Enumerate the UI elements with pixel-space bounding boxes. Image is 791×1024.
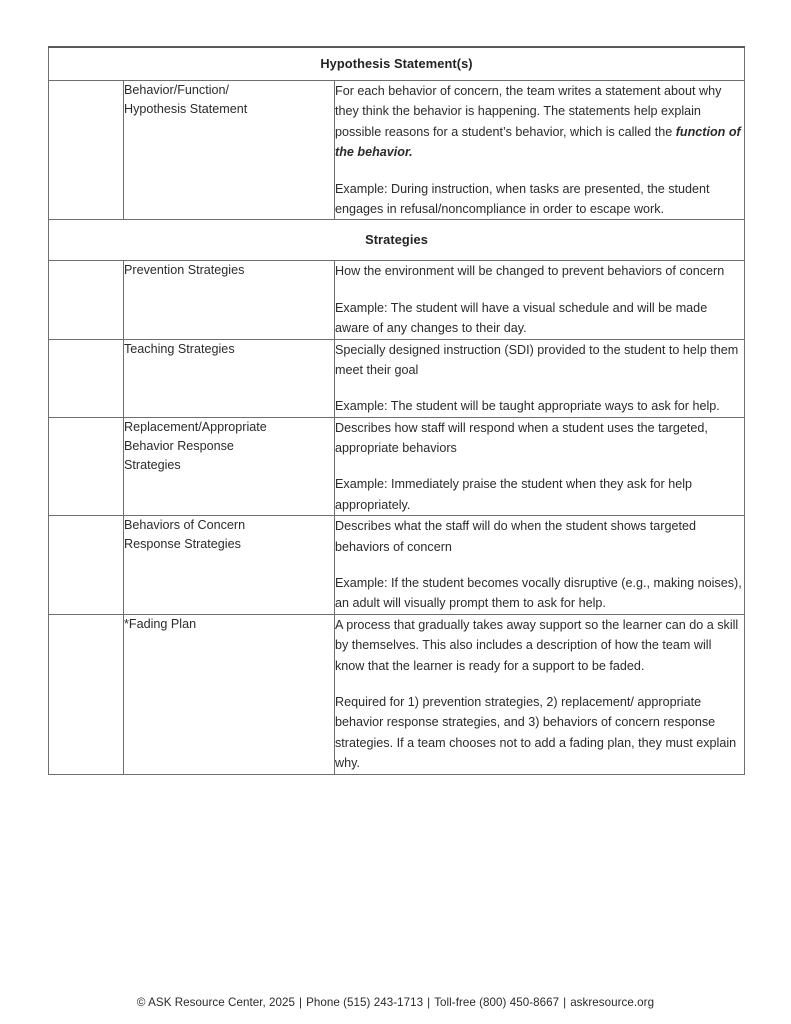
- section-heading-strategies: Strategies: [49, 220, 745, 261]
- label-line: Teaching Strategies: [124, 341, 235, 356]
- footer-separator: |: [563, 996, 567, 1009]
- label-line: Behavior Response: [124, 438, 234, 453]
- row-description-behaviors-of-concern-response-strategies: [335, 516, 745, 615]
- footer-phone: Phone (515) 243-1713: [306, 996, 424, 1009]
- table-row: [49, 417, 745, 516]
- footer-separator: |: [299, 996, 303, 1009]
- checkbox-cell[interactable]: [49, 614, 124, 774]
- checkbox-cell[interactable]: [49, 516, 124, 615]
- page-footer: [0, 996, 791, 1009]
- label-line: Behavior/Function/: [124, 83, 230, 97]
- description-paragraph: How the environment will be changed to prevent behaviors of concern: [335, 264, 725, 279]
- footer-toll-free: Toll-free (800) 450-8667: [434, 996, 560, 1009]
- label-line: Prevention Strategies: [124, 263, 245, 278]
- label-line: Behaviors of Concern: [124, 518, 246, 533]
- description-paragraph: Example: Immediately praise the student when they ask for help appropriately.: [335, 477, 693, 512]
- section-header-row: [49, 220, 745, 261]
- footer-copyright: © ASK Resource Center, 2025: [136, 996, 296, 1009]
- row-label-prevention-strategies: [124, 261, 335, 339]
- table-row: [49, 614, 745, 774]
- footer-separator: |: [427, 996, 431, 1009]
- row-description-behavior-function-hypothesis: [335, 81, 745, 220]
- description-paragraph: Example: During instruction, when tasks are presented, the student engages in refusal/noncompliance in order to escape work.: [335, 181, 710, 216]
- label-line: Strategies: [124, 457, 181, 472]
- row-description-teaching-strategies: [335, 339, 745, 417]
- row-label-teaching-strategies: [124, 339, 335, 417]
- description-paragraph: Describes what the staff will do when the student shows targeted behaviors of concern: [335, 519, 696, 554]
- row-label-behavior-function-hypothesis: [124, 81, 335, 220]
- description-paragraph: Required for 1) prevention strategies, 2) replacement/ appropriate behavior response strategies, and 3) behaviors of concern response strategies. If a team chooses not to add a fading plan, they must explain why.: [335, 694, 737, 771]
- description-paragraph: Specially designed instruction (SDI) provided to the student to help them meet their goal: [335, 342, 739, 377]
- description-paragraph: Example: If the student becomes vocally disruptive (e.g., making noises), an adult will visually prompt them to ask for help.: [335, 576, 742, 611]
- row-label-fading-plan: [124, 614, 335, 774]
- row-label-replacement-behavior-response-strategies: [124, 417, 335, 516]
- description-paragraph: Describes how staff will respond when a student uses the targeted, appropriate behaviors: [335, 420, 708, 456]
- checkbox-cell[interactable]: [49, 81, 124, 220]
- checkbox-cell[interactable]: [49, 339, 124, 417]
- description-paragraph: Example: The student will be taught appropriate ways to ask for help.: [335, 399, 720, 414]
- table-row: [49, 339, 745, 417]
- table-body: [49, 47, 745, 774]
- table-row: [49, 516, 745, 615]
- checkbox-cell[interactable]: [49, 417, 124, 516]
- bip-components-table: [48, 46, 745, 775]
- row-description-fading-plan: [335, 614, 745, 774]
- row-description-replacement-behavior-response-strategies: [335, 417, 745, 516]
- section-heading-hypothesis: Hypothesis Statement(s): [49, 47, 745, 81]
- label-line: Hypothesis Statement: [124, 102, 248, 117]
- checkbox-cell[interactable]: [49, 261, 124, 339]
- table-row: [49, 261, 745, 339]
- table-row: [49, 81, 745, 220]
- section-header-row: [49, 47, 745, 81]
- label-line: *Fading Plan: [124, 616, 197, 631]
- description-paragraph: A process that gradually takes away support so the learner can do a skill by themselves. This also includes a description of how the team will know that the learner is ready for a support to be faded.: [335, 617, 739, 673]
- description-paragraph: [335, 81, 744, 163]
- row-label-behaviors-of-concern-response-strategies: [124, 516, 335, 615]
- description-emphasis: function of the behavior.: [335, 124, 741, 160]
- footer-website[interactable]: askresource.org: [570, 996, 655, 1009]
- description-text: For each behavior of concern, the team writes a statement about why they think the behavior is happening. The statements help explain possible reasons for a student’s behavior, which is called the: [335, 84, 722, 139]
- description-paragraph: Example: The student will have a visual schedule and will be made aware of any changes to their day.: [335, 300, 708, 336]
- row-description-prevention-strategies: [335, 261, 745, 339]
- label-line: Replacement/Appropriate: [124, 419, 267, 434]
- label-line: Response Strategies: [124, 537, 241, 552]
